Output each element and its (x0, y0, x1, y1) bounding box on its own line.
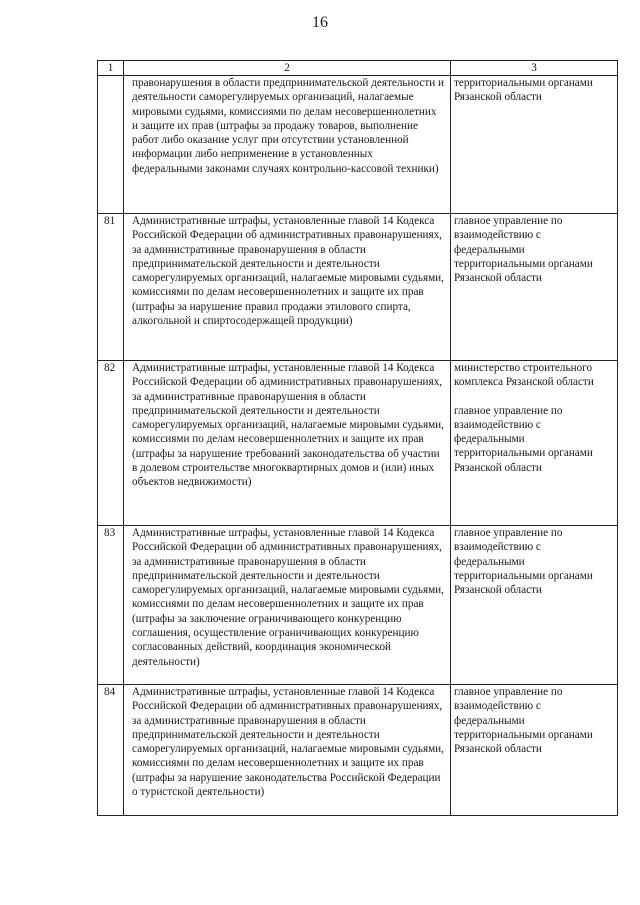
table-row-82 (98, 361, 618, 526)
column-header-1: 1 (98, 61, 124, 76)
row-agency (451, 685, 618, 816)
row-agency (451, 76, 618, 214)
row-number (98, 76, 124, 214)
row-number: 84 (98, 685, 124, 816)
row-number: 83 (98, 526, 124, 685)
row-description: Административные штрафы, установленные главой 14 Кодекса Российской Федерации об административных правонарушениях, за административные правонарушения в области предпринимательской деятельности и деятельности саморегулируемых организаций, налагаемые мировыми судьями, комиссиями по делам несовершеннолетних и защите их прав (штрафы за нарушение требований законодательства об участии в долевом строительстве многоквартирных домов и (или) иных объектов недвижимости) (124, 361, 451, 526)
row-description: Административные штрафы, установленные главой 14 Кодекса Российской Федерации об административных правонарушениях, за административные правонарушения в области предпринимательской деятельности и деятельности саморегулируемых организаций, налагаемые мировыми судьями, комиссиями по делам несовершеннолетних и защите их прав (штрафы за нарушение правил продажи этилового спирта, алкогольной и спиртосодержащей продукции) (124, 214, 451, 361)
table-row-81 (98, 214, 618, 361)
row-agency (451, 526, 618, 685)
agency-text: территориальными органами Рязанской области (454, 77, 593, 104)
table-header-row (98, 61, 618, 76)
row-agency (451, 214, 618, 361)
row-description: Административные штрафы, установленные главой 14 Кодекса Российской Федерации об административных правонарушениях, за административные правонарушения в области предпринимательской деятельности и деятельности саморегулируемых организаций, налагаемые мировыми судьями, комиссиями по делам несовершеннолетних и защите их прав (штрафы за нарушение законодательства Российской Федерации о туристской деятельности) (124, 685, 451, 816)
table-row-84 (98, 685, 618, 816)
table-row-83 (98, 526, 618, 685)
agency-text: министерство строительного комплекса Рязанской области (454, 362, 594, 389)
agency-spacer (454, 390, 613, 404)
document-table (97, 60, 618, 816)
page-number: 16 (312, 14, 328, 31)
row-description: Административные штрафы, установленные главой 14 Кодекса Российской Федерации об административных правонарушениях, за административные правонарушения в области предпринимательской деятельности и деятельности саморегулируемых организаций, налагаемые мировыми судьями, комиссиями по делам несовершеннолетних и защите их прав (штрафы за заключение ограничивающего конкуренцию соглашения, осуществление ограничивающих конкуренцию согласованных действий, координация экономической деятельности) (124, 526, 451, 685)
column-header-3: 3 (451, 61, 618, 76)
row-agency (451, 361, 618, 526)
agency-text: главное управление по взаимодействию с федеральными территориальными органами Рязанской области (454, 686, 593, 756)
agency-text: главное управление по взаимодействию с федеральными территориальными органами Рязанской области (454, 527, 593, 597)
row-number: 81 (98, 214, 124, 361)
agency-text-secondary: главное управление по взаимодействию с федеральными территориальными органами Рязанской области (454, 404, 593, 474)
agency-text: главное управление по взаимодействию с федеральными территориальными органами Рязанской области (454, 215, 593, 285)
table-row-continued (98, 76, 618, 214)
row-description: правонарушения в области предпринимательской деятельности и деятельности саморегулируемых организаций, налагаемые мировыми судьями, комиссиями по делам несовершеннолетних и защите их прав (штрафы за продажу товаров, выполнение работ либо оказание услуг при отсутствии установленной информации либо неприменение в установленных федеральными законами случаях контрольно-кассовой техники) (124, 76, 451, 214)
column-header-2: 2 (124, 61, 451, 76)
row-number: 82 (98, 361, 124, 526)
